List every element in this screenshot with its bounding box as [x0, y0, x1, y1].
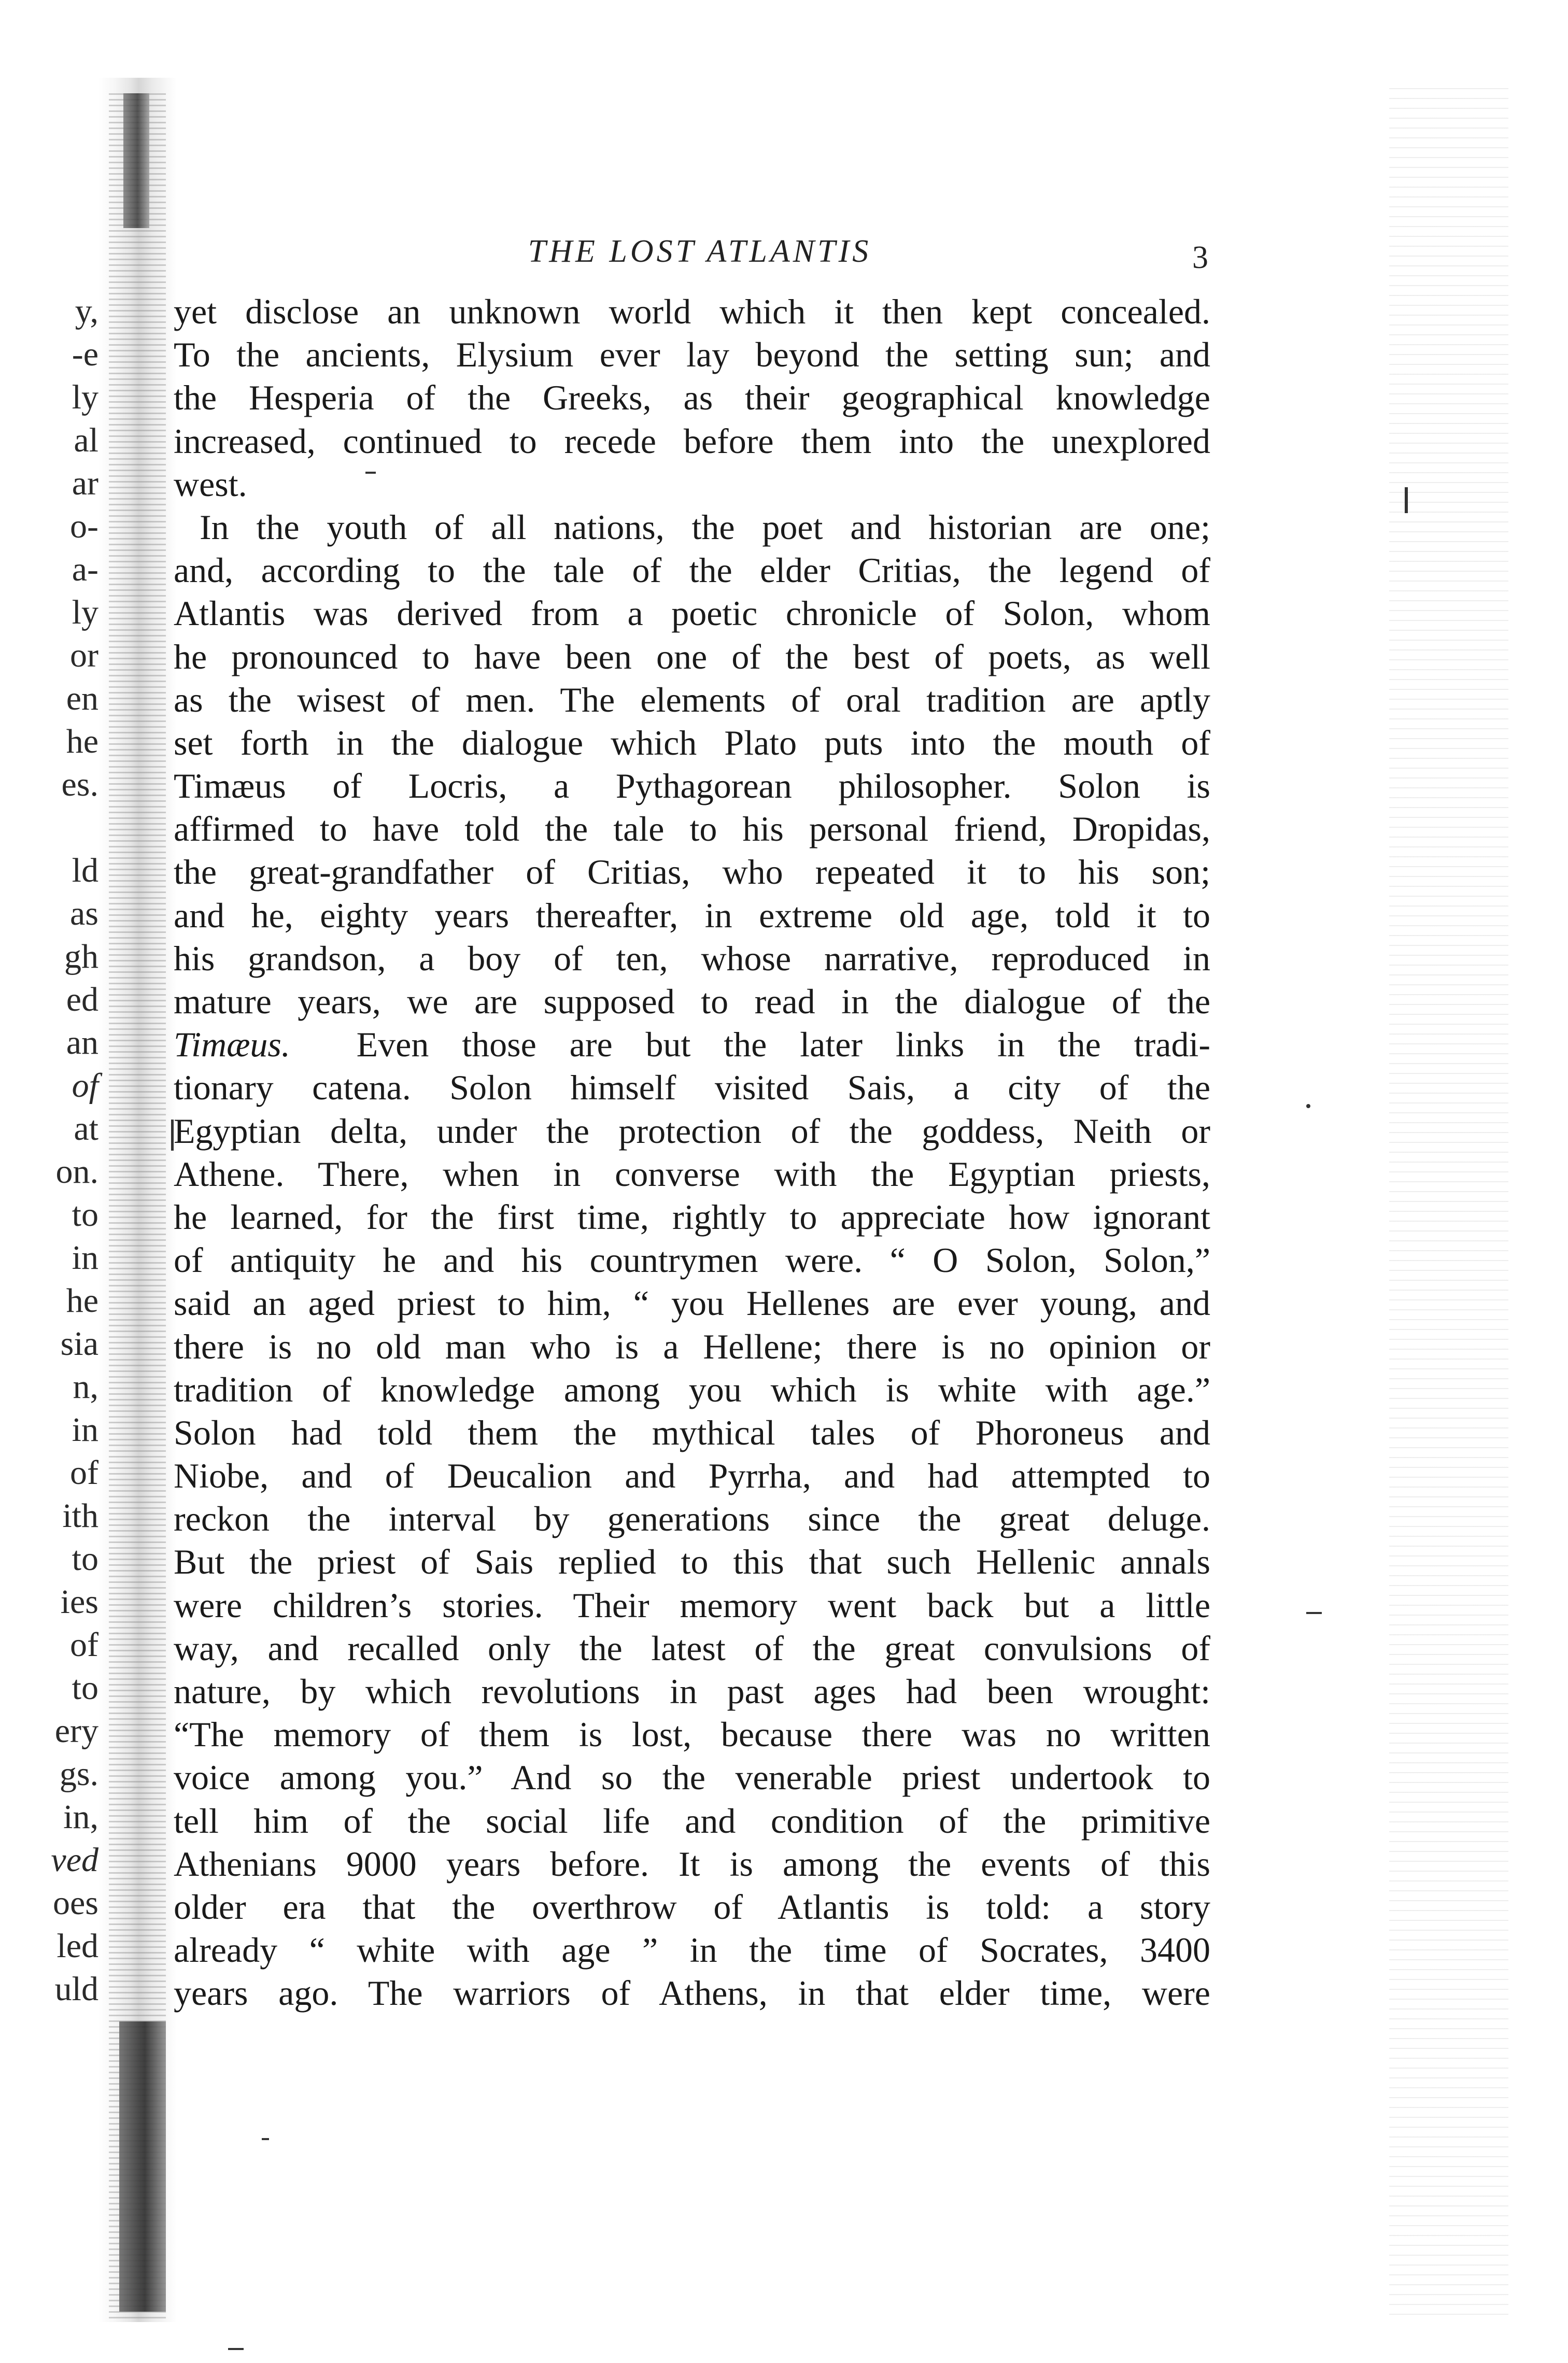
- stray-speck: [1306, 1104, 1310, 1108]
- text-line: Timæus of Locris, a Pythagorean philosopher. Solon is: [174, 766, 1210, 806]
- fragment: to: [72, 1669, 98, 1707]
- fragment: of: [72, 1067, 98, 1105]
- fragment: led: [56, 1927, 98, 1965]
- text-line: he learned, for the first time, rightly to appreciate how ignorant: [174, 1197, 1210, 1237]
- text-line: increased, continued to recede before them into the unexplored: [174, 421, 1210, 461]
- fragment: uld: [54, 1970, 98, 2008]
- fragment: en: [66, 680, 98, 717]
- text-line: But the priest of Sais replied to this that such Hellenic annals: [174, 1542, 1210, 1582]
- fragment: y,: [75, 292, 98, 330]
- text-line: years ago. The warriors of Athens, in that elder time, were: [174, 1973, 1210, 2013]
- text-line: and he, eighty years thereafter, in extreme old age, told it to: [174, 895, 1210, 935]
- fragment: on.: [55, 1153, 98, 1191]
- text-line: In the youth of all nations, the poet and historian are one;: [200, 507, 1210, 547]
- text-line: reckon the interval by generations since the great deluge.: [174, 1499, 1210, 1539]
- text-line: affirmed to have told the tale to his personal friend, Dropidas,: [174, 809, 1210, 849]
- previous-page-fragments: [0, 0, 98, 2363]
- fragment: as: [70, 895, 98, 932]
- text-line: of antiquity he and his countrymen were. “ O Solon, Solon,”: [174, 1240, 1210, 1280]
- text-line: Athenians 9000 years before. It is among the events of this: [174, 1844, 1210, 1884]
- text-line: To the ancients, Elysium ever lay beyond the setting sun; and: [174, 335, 1210, 375]
- stray-speck: [365, 472, 376, 474]
- fragment: ery: [54, 1712, 98, 1750]
- text-line: Solon had told them the mythical tales of Phoroneus and: [174, 1412, 1210, 1452]
- binding-edge-texture: [109, 93, 166, 2322]
- fragment: gh: [64, 938, 98, 975]
- text-line: voice among you.” And so the venerable priest undertook to: [174, 1758, 1210, 1798]
- text-line: said an aged priest to him, “ you Hellenes are ever young, and: [174, 1283, 1210, 1323]
- text-line: older era that the overthrow of Atlantis is told: a story: [174, 1887, 1210, 1927]
- fragment: ved: [51, 1841, 98, 1879]
- fragment: ies: [60, 1583, 98, 1621]
- fragment: n,: [73, 1368, 98, 1406]
- fragment: oes: [53, 1884, 98, 1922]
- text-line: already “ white with age ” in the time of Socrates, 3400: [174, 1930, 1210, 1970]
- body-text: [174, 290, 1210, 2015]
- fragment: to: [72, 1196, 98, 1234]
- text-line: his grandson, a boy of ten, whose narrative, reproduced in: [174, 938, 1210, 978]
- fragment: in: [72, 1411, 98, 1449]
- italic-title: Timæus.: [174, 1025, 290, 1065]
- text-line: Niobe, and of Deucalion and Pyrrha, and had attempted to: [174, 1456, 1210, 1496]
- text-line: west.: [174, 464, 247, 504]
- text-line: were children’s stories. Their memory went back but a little: [174, 1585, 1210, 1625]
- text-line: tell him of the social life and condition of the primitive: [174, 1801, 1210, 1841]
- text-line: way, and recalled only the latest of the great convulsions of: [174, 1628, 1210, 1668]
- fragment: al: [74, 421, 98, 459]
- text-line: tionary catena. Solon himself visited Sais, a city of the: [174, 1068, 1210, 1108]
- fragment: of: [70, 1626, 98, 1664]
- text-line: there is no old man who is a Hellene; there is no opinion or: [174, 1326, 1210, 1366]
- text-line: mature years, we are supposed to read in the dialogue of the: [174, 982, 1210, 1021]
- fragment: at: [74, 1110, 98, 1148]
- binding-shadow-top: [123, 93, 149, 228]
- text-line: Egyptian delta, under the protection of the goddess, Neith or: [174, 1111, 1210, 1151]
- text-line-rest: Even those are but the later links in the tradi-: [356, 1025, 1210, 1065]
- stray-mark: [171, 1120, 174, 1151]
- fragment: es.: [61, 766, 98, 803]
- text-line: the Hesperia of the Greeks, as their geographical knowledge: [174, 378, 1210, 418]
- fragment: -e: [72, 335, 98, 373]
- text-line: as the wisest of men. The elements of oral tradition are aptly: [174, 680, 1210, 719]
- fragment: to: [72, 1540, 98, 1578]
- stray-speck: [262, 2138, 269, 2140]
- page-number: 3: [1192, 240, 1208, 275]
- text-line: nature, by which revolutions in past ages had been wrought:: [174, 1672, 1210, 1711]
- fragment: or: [70, 636, 98, 674]
- fragment: of: [70, 1454, 98, 1492]
- text-line: he pronounced to have been one of the best of poets, as well: [174, 636, 1210, 676]
- fragment: gs.: [59, 1755, 98, 1793]
- fragment: ly: [72, 378, 98, 416]
- text-line: Atlantis was derived from a poetic chronicle of Solon, whom: [174, 593, 1210, 633]
- fragment: he: [66, 1282, 98, 1320]
- running-head: [187, 233, 1213, 275]
- text-line: tradition of knowledge among you which is white with age.”: [174, 1369, 1210, 1409]
- fragment: ed: [66, 981, 98, 1018]
- stray-mark: [1405, 487, 1408, 513]
- fragment: an: [66, 1024, 98, 1062]
- fragment: o-: [70, 507, 98, 545]
- stray-speck: [228, 2348, 244, 2350]
- right-page-edge-texture: [1389, 88, 1508, 2317]
- text-line: yet disclose an unknown world which it then kept concealed.: [174, 292, 1210, 331]
- text-line: set forth in the dialogue which Plato puts into the mouth of: [174, 723, 1210, 762]
- fragment: ld: [72, 852, 98, 889]
- text-line: the great-grandfather of Critias, who repeated it to his son;: [174, 852, 1210, 892]
- fragment: sia: [60, 1325, 98, 1363]
- fragment: a-: [72, 550, 98, 588]
- running-head-title: THE LOST ATLANTIS: [528, 234, 872, 269]
- text-line: Athene. There, when in converse with the Egyptian priests,: [174, 1154, 1210, 1194]
- fragment: ly: [72, 593, 98, 631]
- text-line: and, according to the tale of the elder Critias, the legend of: [174, 550, 1210, 590]
- binding-shadow-bottom: [119, 2021, 166, 2312]
- text-line-with-italic: [174, 1023, 1210, 1066]
- fragment: he: [66, 723, 98, 760]
- fragment: ar: [72, 464, 98, 502]
- text-line: “The memory of them is lost, because there was no written: [174, 1715, 1210, 1754]
- fragment: ith: [62, 1497, 98, 1535]
- stray-speck: [1306, 1612, 1322, 1614]
- fragment: in,: [63, 1798, 98, 1836]
- fragment: in: [72, 1239, 98, 1277]
